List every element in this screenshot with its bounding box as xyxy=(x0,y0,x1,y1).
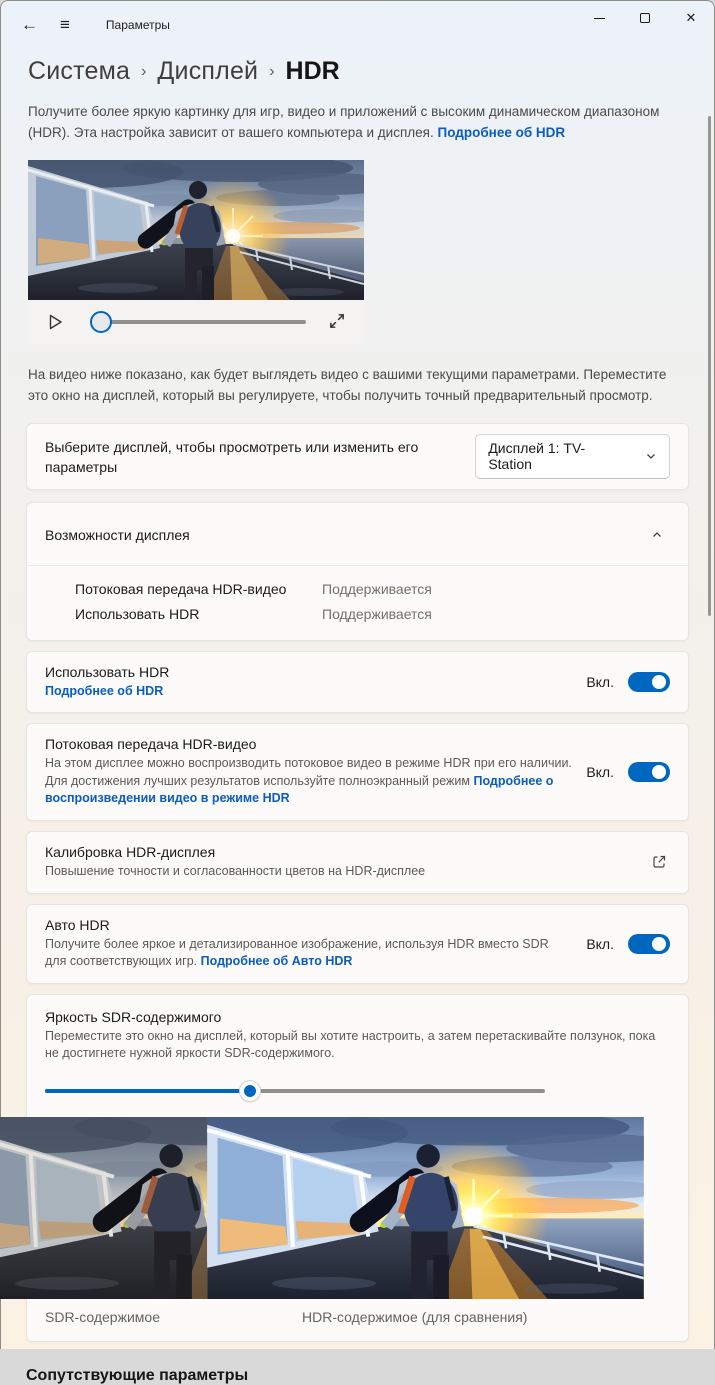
card-use-hdr xyxy=(26,651,689,713)
capabilities-expander[interactable] xyxy=(27,503,688,565)
hdr-figure xyxy=(302,1117,549,1325)
sdr-hdr-comparison xyxy=(45,1117,670,1325)
intro-text: Получите более яркую картинку для игр, видео и приложений с высоким динамическом диапазоном (HDR). Эта настройка зависит от вашего компьютера и дисплея. xyxy=(28,104,660,140)
preview-note: На видео ниже показано, как будет выглядеть видео с вашими текущими параметрами. Переместите это окно на дисплей, который вы регулируете, чтобы получить точный предварительный просмотр. xyxy=(28,367,667,403)
hdr-streaming-state: Вкл. xyxy=(586,764,614,780)
display-select-value: Дисплей 1: TV-Station xyxy=(488,440,586,472)
capability-label: Потоковая передача HDR-видео xyxy=(75,581,287,597)
toggle-knob xyxy=(652,675,666,689)
fullscreen-button[interactable] xyxy=(328,312,348,332)
hdr-streaming-description-text: На этом дисплее можно воспроизводить потоковое видео в режиме HDR при его наличии. Для достижения лучших результатов используйте полноэкранный режим xyxy=(45,756,572,788)
card-display-select xyxy=(26,423,689,490)
sdr-brightness-description: Переместите это окно на дисплей, который вы хотите настроить, а затем перетаскивайте ползунок, пока не достигнете нужной яркости SDR-содержимого. xyxy=(45,1028,656,1060)
titlebar xyxy=(1,1,714,49)
video-seek-slider[interactable] xyxy=(92,311,306,333)
calibration-title: Калибровка HDR-дисплея xyxy=(45,844,216,860)
auto-hdr-state: Вкл. xyxy=(586,935,614,952)
display-select-label: Выберите дисплей, чтобы просмотреть или изменить его параметры xyxy=(45,438,419,475)
vertical-scrollbar[interactable] xyxy=(708,116,711,616)
capabilities-body xyxy=(27,565,688,640)
breadcrumb xyxy=(28,51,689,91)
card-display-capabilities xyxy=(26,502,689,641)
toggle-knob xyxy=(652,765,666,779)
breadcrumb-system[interactable]: Система xyxy=(28,56,131,85)
card-hdr-streaming xyxy=(26,723,689,821)
calibration-description: Повышение точности и согласованности цветов на HDR-дисплее xyxy=(45,864,426,878)
close-button[interactable] xyxy=(668,1,714,35)
auto-hdr-description xyxy=(45,936,572,971)
page-title: HDR xyxy=(285,56,340,85)
intro-paragraph xyxy=(28,101,689,143)
expand-arrows-icon xyxy=(328,312,346,330)
minimize-icon xyxy=(594,18,605,19)
auto-hdr-learn-more-link[interactable]: Подробнее об Авто HDR xyxy=(200,954,353,968)
seek-track[interactable] xyxy=(92,320,306,324)
learn-more-hdr-link[interactable]: Подробнее об HDR xyxy=(437,125,566,140)
auto-hdr-description-text: Получите более яркое и детализированное изображение, используя HDR вместо SDR для соответствующих игр. xyxy=(45,936,549,968)
breadcrumb-separator: › xyxy=(141,63,147,80)
capability-label: Использовать HDR xyxy=(75,606,200,622)
sdr-brightness-title: Яркость SDR-содержимого xyxy=(45,1008,222,1025)
preview-video-frame xyxy=(28,160,364,300)
card-sdr-brightness xyxy=(26,994,689,1342)
maximize-icon xyxy=(640,13,650,23)
sdr-caption: SDR-содержимое xyxy=(45,1308,160,1325)
auto-hdr-toggle[interactable] xyxy=(628,934,670,954)
slider-thumb[interactable] xyxy=(240,1081,260,1101)
menu-icon[interactable]: ≡ xyxy=(60,15,70,34)
play-button[interactable] xyxy=(44,311,66,333)
hdr-streaming-toggle[interactable] xyxy=(628,762,670,782)
hdr-streaming-title: Потоковая передача HDR-видео xyxy=(45,736,257,753)
breadcrumb-separator: › xyxy=(269,63,275,80)
display-select-dropdown[interactable] xyxy=(475,434,670,479)
play-icon xyxy=(45,312,65,332)
related-settings-title: Сопутствующие параметры xyxy=(26,1366,249,1384)
use-hdr-learn-more-link[interactable]: Подробнее об HDR xyxy=(45,684,164,698)
seek-thumb[interactable] xyxy=(90,311,112,333)
use-hdr-toggle[interactable] xyxy=(628,672,670,692)
maximize-button[interactable] xyxy=(622,1,668,35)
external-link-icon[interactable] xyxy=(648,851,670,873)
toggle-knob xyxy=(652,937,666,951)
app-title: Параметры xyxy=(105,18,170,32)
use-hdr-title: Использовать HDR xyxy=(45,664,170,680)
slider-fill xyxy=(45,1089,250,1093)
minimize-button[interactable] xyxy=(576,1,622,35)
sdr-brightness-slider[interactable] xyxy=(45,1081,545,1101)
capability-value: Поддерживается xyxy=(322,606,432,622)
hdr-streaming-description xyxy=(45,755,572,808)
use-hdr-state: Вкл. xyxy=(586,674,614,690)
chevron-up-icon[interactable] xyxy=(646,524,668,546)
hdr-preview-image xyxy=(302,1117,549,1299)
breadcrumb-display[interactable]: Дисплей xyxy=(157,56,259,85)
close-icon: ✕ xyxy=(685,10,697,25)
chevron-down-icon xyxy=(645,450,657,462)
video-controls xyxy=(28,300,364,344)
hdr-streaming-learn-more-link[interactable]: Подробнее о воспроизведении видео в режиме HDR xyxy=(45,773,554,806)
capabilities-title: Возможности дисплея xyxy=(45,527,190,543)
hdr-caption: HDR-содержимое (для сравнения) xyxy=(302,1308,528,1325)
auto-hdr-title: Авто HDR xyxy=(45,916,110,933)
card-auto-hdr xyxy=(26,904,689,984)
hdr-video-preview xyxy=(28,160,364,344)
capability-value: Поддерживается xyxy=(322,581,432,597)
back-icon[interactable]: ← xyxy=(21,15,38,34)
card-hdr-calibration[interactable] xyxy=(26,831,689,894)
